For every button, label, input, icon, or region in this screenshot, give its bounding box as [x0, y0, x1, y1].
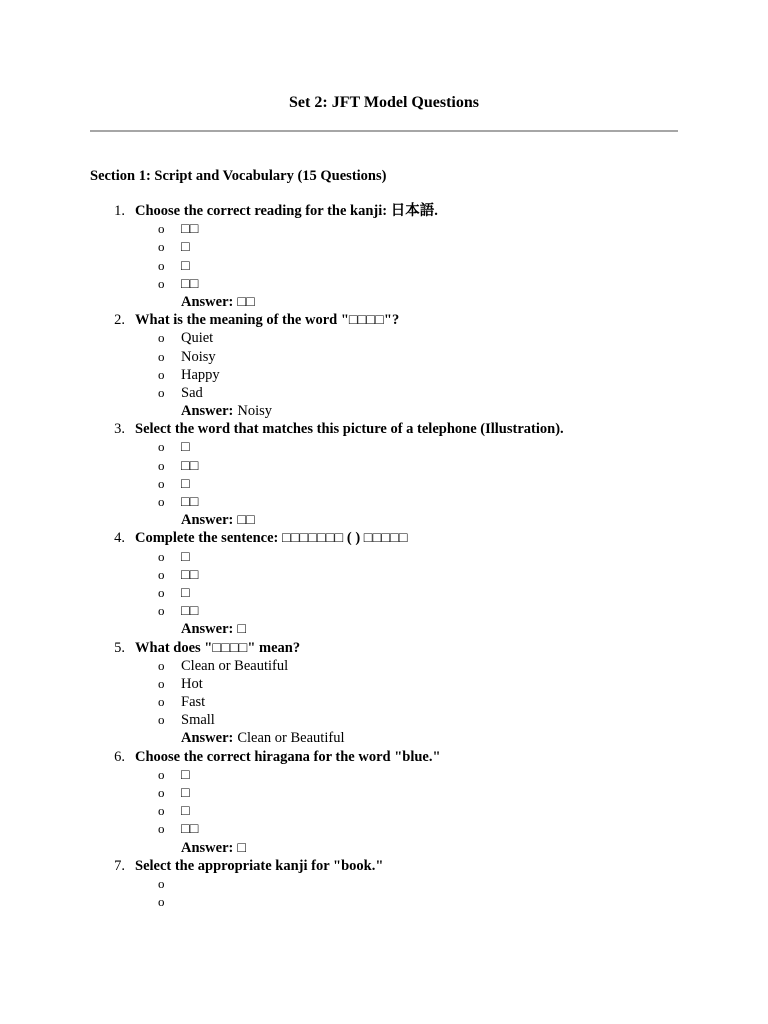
- answer-option: [0, 238, 768, 256]
- option-text: □□: [181, 566, 199, 583]
- bullet-marker: o: [158, 475, 165, 491]
- answer-option: [0, 366, 768, 384]
- answer-option: [0, 820, 768, 838]
- question-item: [0, 857, 768, 912]
- question-row: [0, 311, 768, 329]
- answer-row: [0, 620, 768, 638]
- option-text: Happy: [181, 366, 220, 383]
- option-text: □□: [181, 221, 199, 238]
- answer-label-text: Answer:: [181, 512, 234, 529]
- question-item: [0, 202, 768, 311]
- bullet-marker: o: [158, 439, 165, 455]
- question-text: Select the appropriate kanji for "book.": [135, 857, 384, 874]
- bullet-marker: o: [158, 275, 165, 291]
- answer-option: [0, 493, 768, 511]
- bullet-marker: o: [158, 494, 165, 509]
- answer-label: [181, 839, 246, 857]
- question-item: [0, 639, 768, 748]
- bullet-marker: o: [158, 457, 165, 473]
- question-row: [0, 529, 768, 547]
- horizontal-rule: [90, 130, 678, 132]
- option-text: □□: [181, 275, 199, 292]
- answer-option: [0, 802, 768, 820]
- bullet-marker: o: [158, 766, 165, 782]
- bullet-marker: o: [158, 603, 165, 619]
- bullet-marker: o: [158, 566, 165, 582]
- option-text: □: [181, 785, 190, 801]
- bullet-marker: o: [158, 875, 165, 891]
- question-row: [0, 748, 768, 766]
- bullet-marker: o: [158, 821, 165, 837]
- answer-option: [0, 875, 768, 893]
- bullet-marker: o: [158, 221, 165, 237]
- answer-label-text: Answer:: [181, 403, 234, 420]
- answer-option: [0, 893, 768, 911]
- option-text: □: [181, 475, 190, 492]
- answer-row: [0, 511, 768, 529]
- option-text: □□: [181, 603, 199, 620]
- answer-option: [0, 257, 768, 275]
- answer-option: [0, 475, 768, 493]
- question-row: [0, 420, 768, 438]
- bullet-marker: o: [158, 803, 165, 819]
- answer-label: [181, 620, 246, 638]
- option-text: □: [181, 766, 190, 783]
- answer-label-text: Answer:: [181, 293, 234, 310]
- question-number: 6.: [114, 748, 125, 765]
- answer-option: [0, 602, 768, 620]
- answer-option: [0, 784, 768, 802]
- answer-label-text: Answer:: [181, 730, 234, 747]
- answer-option: [0, 457, 768, 475]
- option-text: □□: [181, 494, 199, 510]
- answer-option: [0, 566, 768, 584]
- answer-row: [0, 729, 768, 747]
- answer-value: □□: [237, 512, 255, 529]
- answer-value: □: [237, 621, 247, 638]
- answer-row: [0, 402, 768, 420]
- question-text: Complete the sentence: □□□□□□□ ( ) □□□□□: [135, 530, 408, 547]
- answer-label: [181, 293, 255, 311]
- question-row: [0, 202, 768, 220]
- answer-row: [0, 293, 768, 311]
- answer-option: [0, 329, 768, 347]
- option-text: □: [181, 239, 190, 256]
- option-text: □□: [181, 457, 199, 474]
- answer-option: [0, 275, 768, 293]
- question-item: [0, 748, 768, 857]
- bullet-marker: o: [158, 548, 165, 564]
- question-text: Select the word that matches this picture of a telephone (Illustration).: [135, 421, 564, 438]
- answer-option: [0, 693, 768, 711]
- answer-option: [0, 584, 768, 602]
- answer-option: [0, 438, 768, 456]
- answer-label: [181, 729, 344, 747]
- question-number: 5.: [114, 639, 125, 656]
- answer-option: [0, 384, 768, 402]
- answer-label: [181, 402, 272, 420]
- option-text: Fast: [181, 694, 206, 711]
- question-text: What is the meaning of the word "□□□□"?: [135, 312, 400, 329]
- answer-value: □: [237, 839, 247, 856]
- question-number: 1.: [114, 203, 125, 219]
- answer-label-text: Answer:: [181, 839, 234, 856]
- option-text: Noisy: [181, 348, 216, 365]
- bullet-marker: o: [158, 675, 165, 691]
- answer-row: [0, 839, 768, 857]
- question-row: [0, 857, 768, 875]
- question-text: What does "□□□□" mean?: [135, 639, 301, 656]
- question-item: [0, 529, 768, 638]
- bullet-marker: o: [158, 257, 165, 273]
- question-item: [0, 311, 768, 420]
- bullet-marker: o: [158, 366, 165, 382]
- option-text: □: [181, 257, 190, 274]
- answer-value: Clean or Beautiful: [237, 730, 345, 747]
- question-number: 3.: [114, 421, 125, 438]
- answer-option: [0, 766, 768, 784]
- option-text: Small: [181, 712, 215, 729]
- question-text: Choose the correct reading for the kanji: 日本語.: [135, 203, 438, 219]
- bullet-marker: o: [158, 239, 165, 255]
- bullet-marker: o: [158, 348, 165, 364]
- section-heading: Section 1: Script and Vocabulary (15 Questions): [90, 168, 387, 184]
- option-text: Hot: [181, 675, 203, 692]
- answer-label-text: Answer:: [181, 621, 234, 638]
- question-text: Choose the correct hiragana for the word "blue.": [135, 748, 441, 765]
- question-number: 4.: [114, 530, 125, 547]
- answer-option: [0, 548, 768, 566]
- answer-option: [0, 348, 768, 366]
- question-list: [0, 202, 768, 911]
- bullet-marker: o: [158, 384, 165, 400]
- answer-label: [181, 511, 255, 529]
- answer-value: Noisy: [237, 403, 273, 420]
- answer-option: [0, 711, 768, 729]
- document-title: Set 2: JFT Model Questions: [289, 94, 479, 111]
- bullet-marker: o: [158, 694, 165, 710]
- question-row: [0, 639, 768, 657]
- answer-value: □□: [237, 293, 255, 310]
- option-text: □: [181, 803, 190, 820]
- option-text: Sad: [181, 384, 203, 401]
- bullet-marker: o: [158, 712, 165, 728]
- answer-option: [0, 220, 768, 238]
- bullet-marker: o: [158, 785, 165, 800]
- option-text: Clean or Beautiful: [181, 657, 289, 674]
- bullet-marker: o: [158, 330, 165, 346]
- answer-option: [0, 657, 768, 675]
- bullet-marker: o: [158, 657, 165, 673]
- option-text: □: [181, 439, 190, 456]
- option-text: □: [181, 548, 190, 565]
- bullet-marker: o: [158, 584, 165, 600]
- answer-option: [0, 675, 768, 693]
- option-text: Quiet: [181, 330, 214, 347]
- option-text: □: [181, 584, 190, 601]
- bullet-marker: o: [158, 894, 165, 910]
- question-number: 2.: [114, 312, 125, 329]
- question-number: 7.: [114, 857, 125, 874]
- option-text: □□: [181, 821, 199, 838]
- question-item: [0, 420, 768, 529]
